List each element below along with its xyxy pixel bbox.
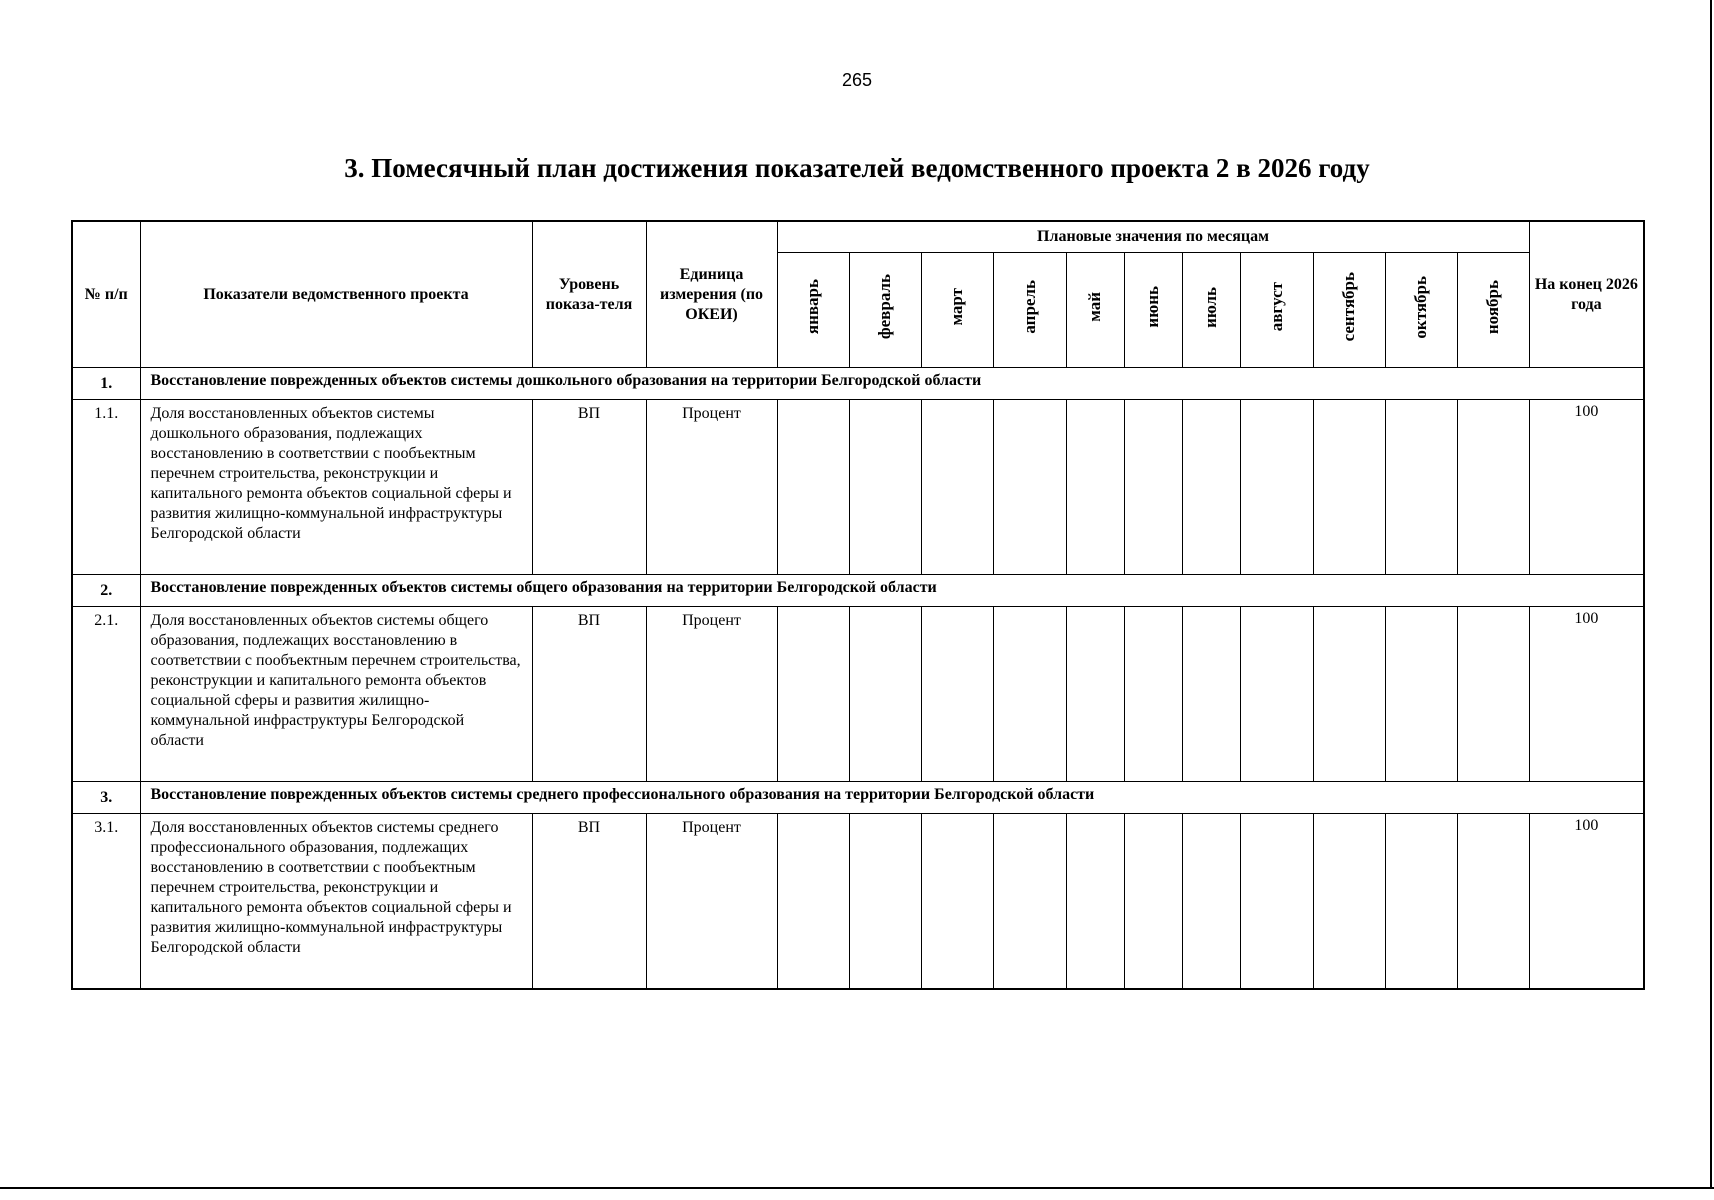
month-label: август (1266, 282, 1286, 332)
section-number: 2. (72, 575, 140, 607)
month-value-cell (1066, 400, 1124, 575)
month-label: май (1085, 292, 1104, 322)
header-unit: Единица измерения (по ОКЕИ) (646, 221, 777, 368)
month-value-cell (1313, 607, 1385, 782)
month-value-cell (1385, 400, 1457, 575)
header-end: На конец 2026 года (1529, 221, 1644, 368)
month-label: апрель (1019, 280, 1039, 334)
month-value-cell (921, 400, 993, 575)
header-month (921, 253, 993, 368)
month-label: июнь (1143, 286, 1162, 328)
month-value-cell (1124, 607, 1182, 782)
month-value-cell (777, 814, 849, 990)
month-value-cell (777, 400, 849, 575)
unit-of-measure: Процент (646, 607, 777, 782)
page-edge-bottom (0, 1187, 1714, 1189)
row-number: 2.1. (72, 607, 140, 782)
section-number: 3. (72, 782, 140, 814)
section-title: Восстановление поврежденных объектов системы среднего профессионального образования на территории Белгородской области (140, 782, 1644, 814)
monthly-plan-table (71, 220, 1645, 990)
month-value-cell (1066, 814, 1124, 990)
month-value-cell (1066, 607, 1124, 782)
month-value-cell (849, 400, 921, 575)
header-level: Уровень показа-теля (532, 221, 646, 368)
month-value-cell (921, 814, 993, 990)
month-label: октябрь (1411, 275, 1430, 339)
year-end-value: 100 (1529, 814, 1644, 990)
month-value-cell (1457, 814, 1529, 990)
header-month (1182, 253, 1240, 368)
section-number: 1. (72, 368, 140, 400)
section-row (72, 575, 1644, 607)
header-month (777, 253, 849, 368)
unit-of-measure: Процент (646, 814, 777, 990)
page-number: 265 (841, 70, 873, 90)
month-label: февраль (875, 274, 894, 340)
month-value-cell (1182, 814, 1240, 990)
month-value-cell (1240, 400, 1313, 575)
section-row (72, 368, 1644, 400)
indicator-level: ВП (532, 814, 646, 990)
month-value-cell (1182, 607, 1240, 782)
month-value-cell (1240, 814, 1313, 990)
indicator-level: ВП (532, 400, 646, 575)
month-value-cell (993, 400, 1066, 575)
row-number: 1.1. (72, 400, 140, 575)
section-title: Восстановление поврежденных объектов системы общего образования на территории Белгородской области (140, 575, 1644, 607)
header-month (993, 253, 1066, 368)
section-title: Восстановление поврежденных объектов системы дошкольного образования на территории Белгородской области (140, 368, 1644, 400)
row-number: 3.1. (72, 814, 140, 990)
unit-of-measure: Процент (646, 400, 777, 575)
year-end-value: 100 (1529, 400, 1644, 575)
month-value-cell (1124, 400, 1182, 575)
header-month (1457, 253, 1529, 368)
indicator-name: Доля восстановленных объектов системы среднего профессионального образования, подлежащих восстановлению в соответствии с пообъектным перечнем строительства, реконструкции и капитального ремонта объектов социальной сферы и развития жилищно-коммунальной инфраструктуры Белгородской области (140, 814, 532, 990)
month-value-cell (777, 607, 849, 782)
month-value-cell (921, 607, 993, 782)
header-planned: Плановые значения по месяцам (777, 221, 1529, 253)
month-value-cell (993, 814, 1066, 990)
month-value-cell (849, 814, 921, 990)
month-label: июль (1201, 286, 1220, 328)
indicator-name: Доля восстановленных объектов системы общего образования, подлежащих восстановлению в соответствии с пообъектным перечнем строительства, реконструкции и капитального ремонта объектов социальной сферы и развития жилищно-коммунальной инфраструктуры Белгородской области (140, 607, 532, 782)
header-indicators: Показатели ведомственного проекта (140, 221, 532, 368)
month-value-cell (1182, 400, 1240, 575)
table-row (72, 814, 1644, 990)
month-value-cell (1124, 814, 1182, 990)
month-value-cell (1385, 607, 1457, 782)
header-month (849, 253, 921, 368)
page-title: 3. Помесячный план достижения показателей ведомственного проекта 2 в 2026 году (344, 153, 1370, 183)
month-label: ноябрь (1483, 279, 1503, 335)
header-month (1385, 253, 1457, 368)
header-num: № п/п (72, 221, 140, 368)
month-value-cell (993, 607, 1066, 782)
table-row (72, 607, 1644, 782)
indicator-name: Доля восстановленных объектов системы дошкольного образования, подлежащих восстановлению в соответствии с пообъектным перечнем строительства, реконструкции и капитального ремонта объектов социальной сферы и развития жилищно-коммунальной инфраструктуры Белгородской области (140, 400, 532, 575)
month-label: март (947, 288, 966, 326)
month-value-cell (1385, 814, 1457, 990)
section-row (72, 782, 1644, 814)
header-month (1066, 253, 1124, 368)
header-month (1313, 253, 1385, 368)
month-value-cell (1457, 607, 1529, 782)
indicator-level: ВП (532, 607, 646, 782)
header-month (1240, 253, 1313, 368)
table-row (72, 400, 1644, 575)
month-value-cell (849, 607, 921, 782)
month-label: сентябрь (1339, 272, 1358, 342)
year-end-value: 100 (1529, 607, 1644, 782)
month-value-cell (1313, 400, 1385, 575)
month-value-cell (1313, 814, 1385, 990)
header-month (1124, 253, 1182, 368)
month-value-cell (1240, 607, 1313, 782)
page-edge-right (1710, 0, 1712, 1188)
month-label: январь (803, 279, 822, 335)
month-value-cell (1457, 400, 1529, 575)
